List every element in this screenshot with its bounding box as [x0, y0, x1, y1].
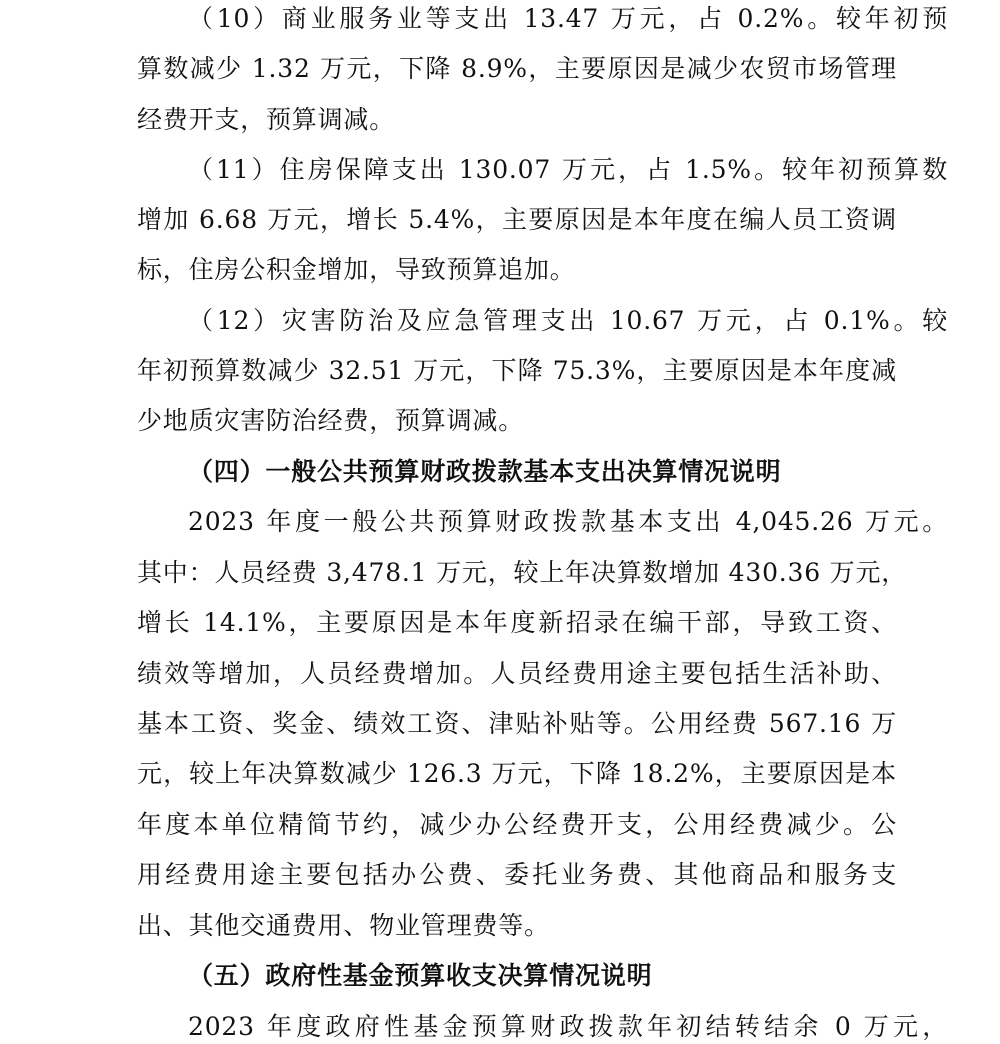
paragraph-line: 算数减少 1.32 万元，下降 8.9%，主要原因是减少农贸市场管理	[137, 54, 897, 83]
paragraph-line: 增长 14.1%，主要原因是本年度新招录在编干部，导致工资、	[137, 608, 897, 637]
paragraph-line: （11）住房保障支出 130.07 万元，占 1.5%。较年初预算数	[188, 155, 948, 184]
paragraph-line: 2023 年度一般公共预算财政拨款基本支出 4,045.26 万元。	[188, 507, 948, 536]
paragraph-line: 元，较上年决算数减少 126.3 万元，下降 18.2%，主要原因是本	[137, 759, 897, 788]
paragraph-line: 其中：人员经费 3,478.1 万元，较上年决算数增加 430.36 万元，	[137, 558, 908, 587]
paragraph-line: 年度本单位精简节约，减少办公经费开支，公用经费减少。公	[137, 810, 897, 839]
paragraph-line: 少地质灾害防治经费，预算调减。	[137, 406, 525, 435]
paragraph-line: 基本工资、奖金、绩效工资、津贴补贴等。公用经费 567.16 万	[137, 709, 897, 738]
section-heading: （五）政府性基金预算收支决算情况说明	[188, 961, 653, 990]
paragraph-line: 出、其他交通费用、物业管理费等。	[137, 911, 550, 940]
paragraph-line: 标，住房公积金增加，导致预算追加。	[137, 255, 576, 284]
section-heading: （四）一般公共预算财政拨款基本支出决算情况说明	[188, 457, 782, 486]
paragraph-line: 年初预算数减少 32.51 万元，下降 75.3%，主要原因是本年度减	[137, 356, 897, 385]
paragraph-line: 绩效等增加，人员经费增加。人员经费用途主要包括生活补助、	[137, 659, 897, 688]
paragraph-line: （12）灾害防治及应急管理支出 10.67 万元，占 0.1%。较	[188, 306, 948, 335]
paragraph-line: 经费开支，预算调减。	[137, 105, 396, 134]
paragraph-line: 增加 6.68 万元，增长 5.4%，主要原因是本年度在编人员工资调	[137, 205, 897, 234]
paragraph-line: （10）商业服务业等支出 13.47 万元，占 0.2%。较年初预	[188, 4, 948, 33]
paragraph-line: 2023 年度政府性基金预算财政拨款年初结转结余 0 万元，	[188, 1012, 948, 1041]
paragraph-line: 用经费用途主要包括办公费、委托业务费、其他商品和服务支	[137, 860, 897, 889]
